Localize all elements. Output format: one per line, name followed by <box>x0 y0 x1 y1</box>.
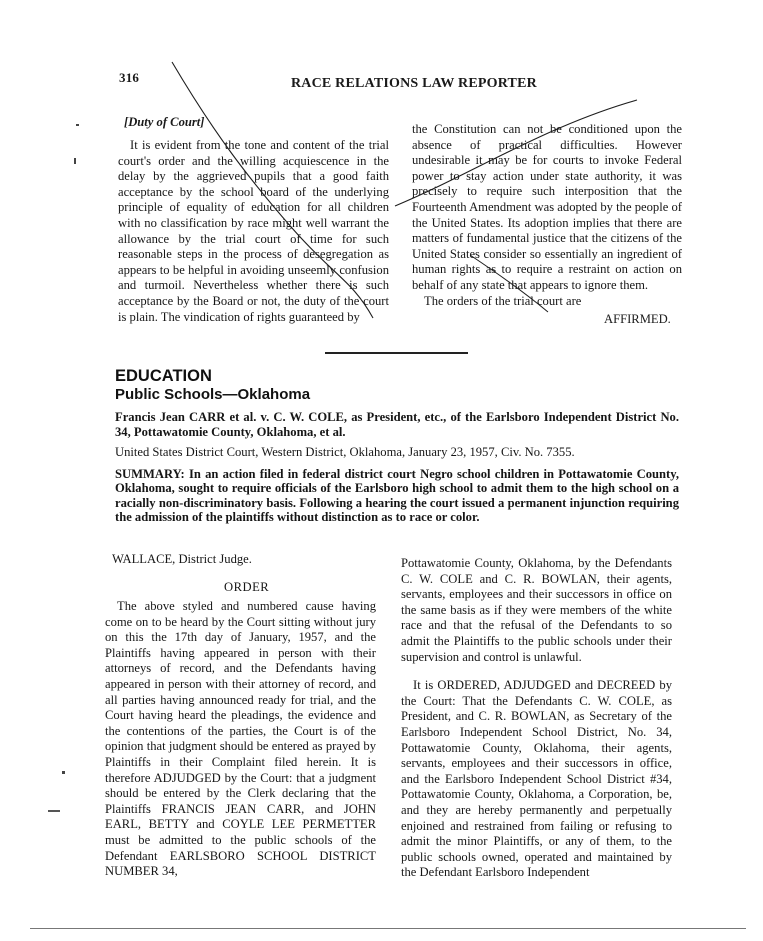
order-right-paragraph-1: Pottawatomie County, Oklahoma, by the Defendants C. W. COLE and C. R. BOWLAN, their agents, servants, employees and their successors in office on the same basis as if they were members of the white race and that the refusal of the Defendants to so admit the Plaintiffs to the public schools under their supervision and control is unlawful. <box>401 556 672 664</box>
summary-text: In an action filed in federal district court Negro school children in Pottawatomie County, Oklahoma, sought to require officials of the Earlsboro high school to admit them to the high school on a racially non-discriminatory basis. Following a hearing the court issued a permanent injunction requiring the admission of the plaintiffs without distinction as to race or color. <box>115 467 679 525</box>
topic-heading: Public Schools—Oklahoma <box>115 386 311 403</box>
order-heading: ORDER <box>224 580 270 594</box>
scan-bottom-edge <box>30 928 746 929</box>
margin-mark <box>48 810 60 812</box>
pen-stroke-lower <box>470 255 548 312</box>
pen-stroke-cross <box>395 100 637 206</box>
judge-name: WALLACE, District Judge. <box>112 552 252 566</box>
disposition-affirmed: AFFIRMED. <box>604 312 671 326</box>
order-right-paragraph-2: It is ORDERED, ADJUDGED and DECREED by the Court: That the Defendants C. W. COLE, as President, and C. R. BOWLAN, as Secretary of the Earlsboro Independent School District, No. 34, Pottawatomie County, Oklahoma, their agents, servants, employees and their successors in office, and the Earlsboro Independent School District #34, Pottawatomie County, Oklahoma, a Corporation, be, and they are hereby permanently and perpetually enjoined and restrained from failing or refusing to admit the minor Plaintiffs, or any of them, to the public schools owned, operated and maintained by the Defendant Earlsboro Independent <box>401 678 672 880</box>
section-heading-duty-of-court: [Duty of Court] <box>124 115 205 129</box>
margin-mark <box>74 158 76 164</box>
page-number: 316 <box>119 70 140 85</box>
prior-case-left-paragraph: It is evident from the tone and content of the trial court's order and the willing acquiescence in the delay by the aggrieved pupils that a good faith acceptance by the school board of the underlying principle of equality of education for all children with no classification by race might well warrant the allowance by the trial court of time for such reasonable steps in the process of desegregation as appears to be helpful in avoiding unseemly confusion and turmoil. Nevertheless whether there is such acceptance by the Board or not, the duty of the court is plain. The vindication of rights guaranteed by <box>118 138 389 324</box>
running-title: RACE RELATIONS LAW REPORTER <box>291 76 537 91</box>
subject-heading: EDUCATION <box>115 367 212 385</box>
pen-stroke-diagonal <box>172 62 373 318</box>
order-left-paragraph: The above styled and numbered cause having come on to be heard by the Court sitting without jury on this the 17th day of January, 1957, and the Plaintiffs having appeared in person with their attorneys of record, and the Defendants having appeared in person with their attorney of record, and all parties having announced ready for trial, and the Court having heard the pleadings, the evidence and the contentions of the parties, the Court is of the opinion that judgment should be entered as prayed by Plaintiffs in their Complaint filed herein. It is therefore ADJUDGED by the Court: that a judgment should be entered by the Clerk declaring that the Plaintiffs FRANCIS JEAN CARR, and JOHN EARL, BETTY and COYLE LEE PERMETTER must be admitted to the public schools of the Defendant EARLSBORO SCHOOL DISTRICT NUMBER 34, <box>105 599 376 879</box>
case-caption: Francis Jean CARR et al. v. C. W. COLE, as President, etc., of the Earlsboro Independent District No. 34, Pottawatomie County, Oklahoma, et al. <box>115 410 679 440</box>
summary-label: SUMMARY: <box>115 467 185 481</box>
prior-case-closing-line: The orders of the trial court are <box>424 293 582 308</box>
margin-mark <box>62 771 65 774</box>
prior-case-right-paragraph: the Constitution can not be conditioned upon the absence of practical difficulties. However undesirable it may be for courts to invoke Federal power to stay action under state authority, it was precisely to require such interposition that the Fourteenth Amendment was adopted by the people of the United States. Its adoption implies that there are matters of fundamental justice that the citizens of the United States consider so essentially an ingredient of human rights as to require a restraint on action on behalf of any state that appears to ignore them. <box>412 122 682 292</box>
court-line: United States District Court, Western District, Oklahoma, January 23, 1957, Civ. No. 7355. <box>115 445 575 459</box>
margin-mark <box>76 124 79 126</box>
